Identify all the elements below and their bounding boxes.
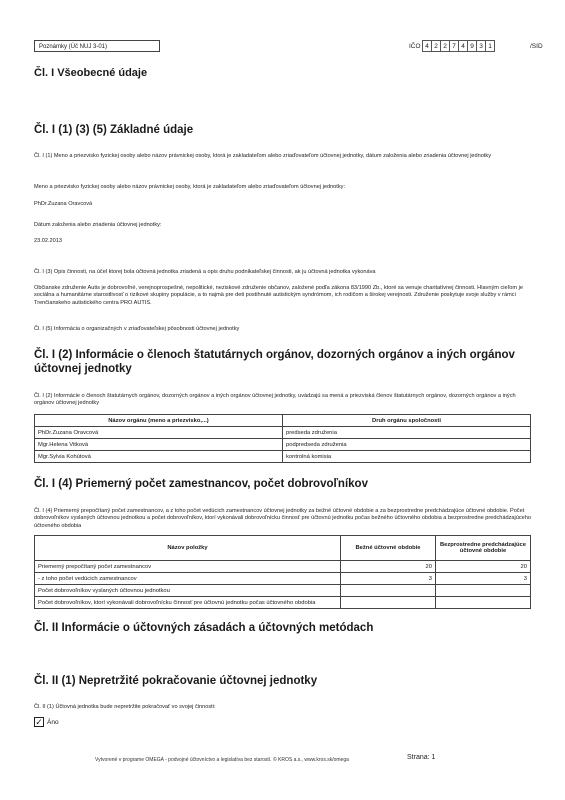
row-item: Počet dobrovoľníkov vyslaných účtovnou jednotkou bbox=[35, 585, 341, 597]
table-row bbox=[35, 451, 531, 463]
row-prev bbox=[436, 597, 531, 609]
row-current: 3 bbox=[341, 573, 436, 585]
table-row bbox=[35, 597, 531, 609]
section-2-title: Čl. II Informácie o účtovných zásadách a účtovných metódach bbox=[34, 622, 374, 634]
ico-boxes bbox=[423, 40, 495, 52]
ico-digit: 2 bbox=[431, 40, 441, 52]
col-current-header: Bežné účtovné obdobie bbox=[341, 536, 436, 561]
row-prev bbox=[436, 585, 531, 597]
basic-info-title: Čl. I (1) (3) (5) Základné údaje bbox=[34, 124, 194, 136]
continuity-title: Čl. II (1) Nepretržité pokračovanie účtovnej jednotky bbox=[34, 675, 318, 687]
ico-digit: 1 bbox=[485, 40, 495, 52]
row-current bbox=[341, 585, 436, 597]
table-row bbox=[35, 573, 531, 585]
table-row bbox=[35, 427, 531, 439]
employees-title: Čl. I (4) Priemerný počet zamestnancov, počet dobrovoľníkov bbox=[34, 478, 368, 490]
section-1-title: Čl. I Všeobecné údaje bbox=[34, 67, 148, 79]
continuity-checkbox[interactable]: ✓ bbox=[35, 717, 43, 727]
member-name: PhDr.Zuzana Oravcová bbox=[35, 427, 283, 439]
ico-digit: 2 bbox=[440, 40, 450, 52]
continuity-question: Čl. II (1) Účtovná jednotka bude nepretržite pokračovať vo svojej činnosti: bbox=[34, 704, 216, 710]
ico-digit: 9 bbox=[467, 40, 477, 52]
footer-text: Vytvorené v programe OMEGA - podvojné účtovníctvo a legislatíva bez starostí. © KROS a.s., www.kros.sk/omega bbox=[95, 757, 349, 763]
members-intro: Čl. I (2) Informácie o členoch štatutárnych orgánov, dozorných orgánov a iných orgánov účtovnej jednotky, uvádzajú sa mená a priezviská členov štatutárnych orgánov, dozorných orgánov a iných orgánov účtovnej jednotky bbox=[34, 393, 516, 407]
table-row bbox=[35, 561, 531, 573]
row-current bbox=[341, 597, 436, 609]
form-code: Poznámky (Úč NUJ 3-01) bbox=[34, 40, 160, 52]
col-role-header: Druh orgánu spoločnosti bbox=[283, 415, 531, 427]
col-name-header: Názov orgánu (meno a priezvisko,...) bbox=[35, 415, 283, 427]
row-current: 20 bbox=[341, 561, 436, 573]
table-row bbox=[35, 439, 531, 451]
member-name: Mgr.Helena Vitková bbox=[35, 439, 283, 451]
members-title: Čl. I (2) Informácie o členoch štatutárnych orgánov, dozorných orgánov a iných orgánov účtovnej jednotky bbox=[34, 349, 515, 375]
founder-value: PhDr.Zuzana Oravcová bbox=[34, 201, 93, 207]
activity-label: Čl. I (3) Opis činnosti, na účel ktorej bola účtovná jednotka zriadená a opis druhu podnikateľskej činnosti, ak ju účtovná jednotka vykonáva bbox=[34, 269, 376, 275]
row-item: Priemerný prepočítaný počet zamestnancov bbox=[35, 561, 341, 573]
page-number: Strana: 1 bbox=[407, 754, 436, 761]
col-item-header: Názov položky bbox=[35, 536, 341, 561]
row-item: - z toho počet vedúcich zamestnancov bbox=[35, 573, 341, 585]
date-label: Dátum založenia alebo zriadenia účtovnej jednotky: bbox=[34, 222, 162, 228]
org-info-label: Čl. I (5) Informácia o organizačných v zriaďovateľskej pôsobnosti účtovnej jednotky bbox=[34, 326, 240, 332]
continuity-answer: Áno bbox=[47, 719, 59, 726]
members-table bbox=[34, 414, 531, 463]
employees-intro: Čl. I (4) Priemerný prepočítaný počet zamestnancov, a z toho počet vedúcich zamestnancov účtovnej jednotky za bežné účtovné obdobie a za bezprostredne predchádzajúce účtovné obdobie. Počet dobrovoľníkov vyslaných účtovnou jednotkou a počet dobrovoľníkov, ktorí vykonávali dobrovoľnícku činnosť pre účtovnú jednotku počas bežného účtovného obdobia a bezprostredne predchádzajúceho účtovného obdobia bbox=[34, 508, 531, 529]
ico-digit: 7 bbox=[449, 40, 459, 52]
date-value: 23.02.2013 bbox=[34, 238, 62, 244]
member-name: Mgr.Sylvia Kohútová bbox=[35, 451, 283, 463]
activity-text: Občianske združenie Autis je dobrovoľné, verejnoprospešné, nepolitické, neziskové združenie občanov, založené podľa zákona 83/1990 Zb., ktoré sa venuje charitatívnej činnosti. Hlavným cieľom je sociálna a humanitárne starostlivosť o rizikové skupiny populácie, a to najmä pre deti postihnuté autistickým syndrómom, ich rodičom a širokej verejnosti. Združenie poskytuje svoje služby v rámci Trenčianskeho autistického centra PRO AUTIS. bbox=[34, 285, 523, 306]
member-role: predseda združenia bbox=[283, 427, 531, 439]
table-row bbox=[35, 585, 531, 597]
member-role: kontrolná komisia bbox=[283, 451, 531, 463]
row-prev: 20 bbox=[436, 561, 531, 573]
founder-label: Meno a priezvisko fyzickej osoby alebo názov právnickej osoby, ktorá je zakladateľom alebo zriaďovateľom účtovnej jednotky: bbox=[34, 184, 345, 190]
ico-digit: 4 bbox=[422, 40, 432, 52]
ico-label: IČO bbox=[409, 43, 421, 50]
basic-info-intro: Čl. I (1) Meno a priezvisko fyzickej osoby alebo názov právnickej osoby, ktorá je zakladateľom alebo zriaďovateľom účtovnej jednotky, dátum založenia alebo zriadenia účtovnej jednotky bbox=[34, 153, 492, 159]
employees-table bbox=[34, 535, 531, 609]
ico-digit: 4 bbox=[458, 40, 468, 52]
row-prev: 3 bbox=[436, 573, 531, 585]
col-prev-header: Bezprostredne predchádzajúce účtovné obdobie bbox=[436, 536, 531, 561]
row-item: Počet dobrovoľníkov, ktorí vykonávali dobrovoľnícku činnosť pre účtovnú jednotku počas účtovného obdobia bbox=[35, 597, 341, 609]
sid-label: /SID bbox=[530, 43, 543, 50]
member-role: podpredseda združenia bbox=[283, 439, 531, 451]
ico-digit: 3 bbox=[476, 40, 486, 52]
